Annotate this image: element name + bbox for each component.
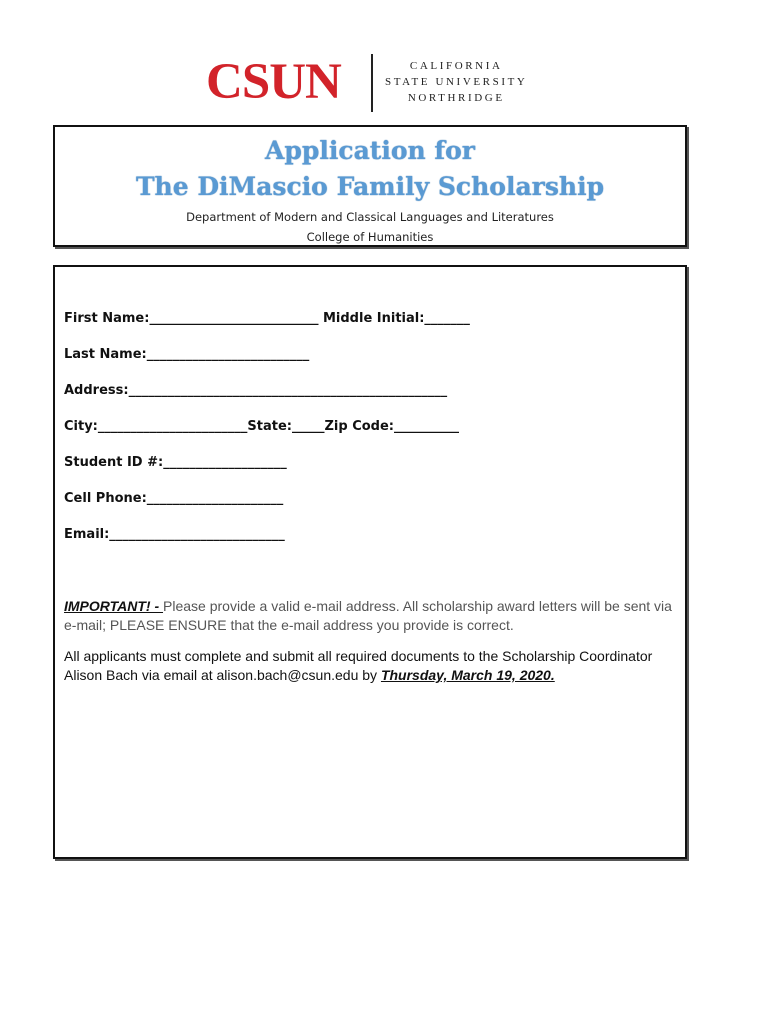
middle-initial-field[interactable]: Middle Initial:_______	[318, 311, 470, 326]
title-line-1: Application for	[265, 136, 475, 165]
department-name: Department of Modern and Classical Languages and Literatures	[186, 210, 554, 224]
logo-wordmark: CSUN	[206, 54, 341, 110]
submission-text: All applicants must complete and submit all required documents to the Scholarship Coordinator Alison Bach via email at alison.bach@csun.edu by	[64, 648, 653, 683]
submission-note	[64, 647, 679, 685]
title-box	[53, 125, 687, 247]
university-line-3: NORTHRIDGE	[407, 92, 505, 104]
application-form	[53, 265, 687, 859]
university-line-1: CALIFORNIA	[409, 60, 503, 72]
zip-code-field[interactable]: Zip Code:__________	[324, 419, 459, 434]
last-name-field[interactable]: Last Name:_________________________	[64, 347, 310, 362]
first-name-field[interactable]: First Name:__________________________	[64, 311, 319, 326]
deadline-date: Thursday, March 19, 2020.	[380, 667, 555, 683]
important-note	[64, 597, 679, 635]
city-state-zip-row	[64, 419, 459, 434]
title-line-2: The DiMascio Family Scholarship	[135, 172, 605, 201]
university-line-2: STATE UNIVERSITY	[385, 76, 528, 88]
address-field[interactable]: Address:_________________________________________________	[64, 383, 448, 398]
state-field[interactable]: State:_____	[247, 419, 325, 434]
email-field[interactable]: Email:___________________________	[64, 527, 285, 542]
cell-phone-field[interactable]: Cell Phone:_____________________	[64, 491, 284, 506]
city-field[interactable]: City:_______________________	[64, 419, 248, 434]
logo-divider	[371, 54, 373, 112]
college-name: College of Humanities	[306, 230, 434, 244]
important-label: IMPORTANT! -	[64, 598, 164, 614]
name-row	[64, 311, 470, 326]
csun-logo	[206, 52, 546, 112]
student-id-field[interactable]: Student ID #:___________________	[64, 455, 287, 470]
important-text: Please provide a valid e-mail address. All scholarship award letters will be sent via e-mail; PLEASE ENSURE that the e-mail address you provide is correct.	[64, 598, 672, 633]
university-name	[385, 58, 527, 106]
